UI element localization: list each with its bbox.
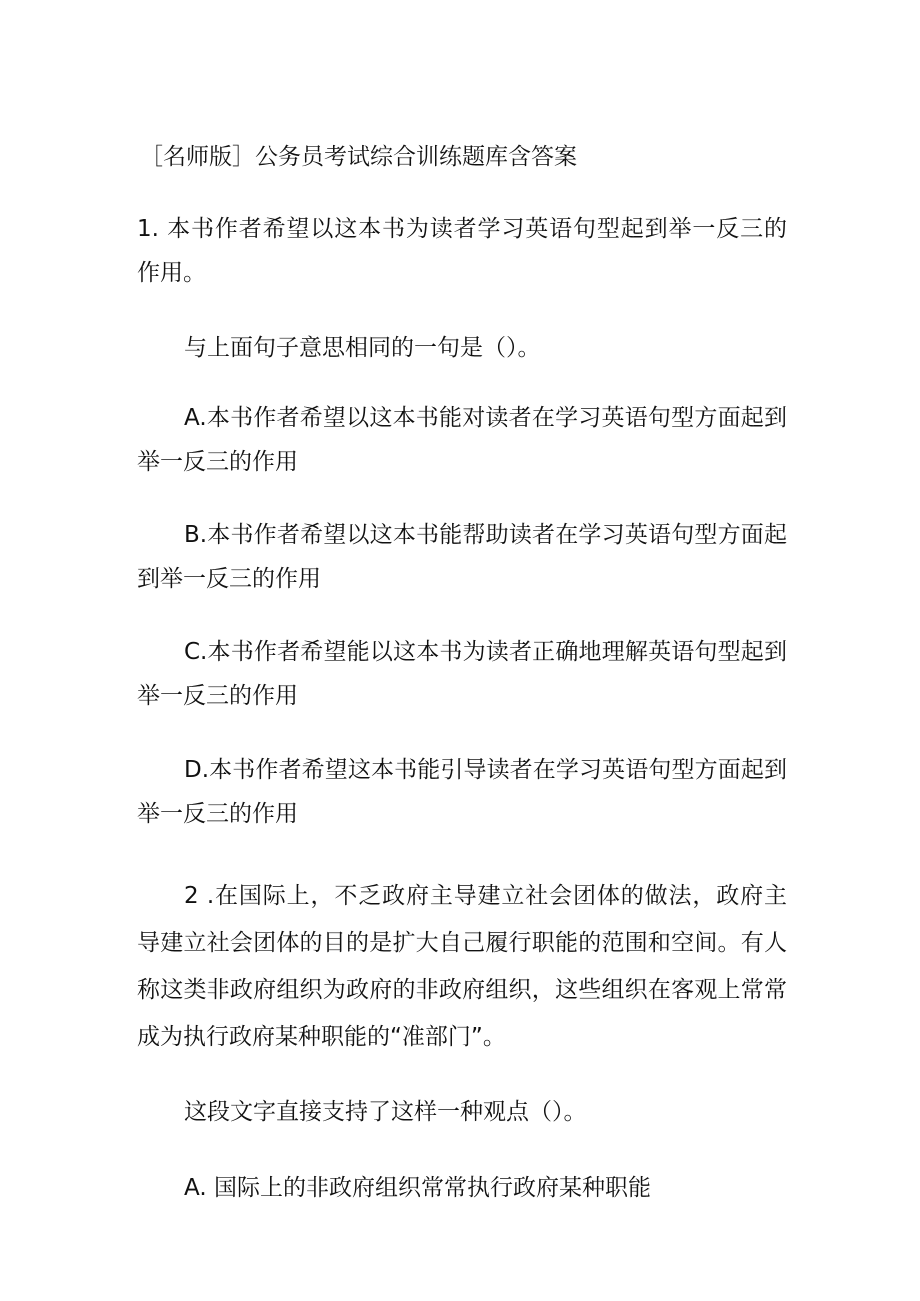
question-2-stem: 这段文字直接支持了这样一种观点（）。 [184,1099,587,1125]
question-2-text: 2 .在国际上，不乏政府主导建立社会团体的做法，政府主导建立社会团体的目的是扩大自己履行职能的范围和空间。有人称这类非政府组织为政府的非政府组织，这些组织在客观上常常成为执行政府某种职能的“准部门”。 [137,883,787,1050]
question-2-option-a: A. 国际上的非政府组织常常执行政府某种职能 [184,1175,651,1201]
question-1-stem: 与上面句子意思相同的一句是（）。 [184,335,541,361]
question-1-option-c: C.本书作者希望能以这本书为读者正确地理解英语句型起到举一反三的作用 [137,639,787,709]
document-title: ［名师版］公务员考试综合训练题库含答案 [140,144,577,170]
question-1-option-d: D.本书作者希望这本书能引导读者在学习英语句型方面起到举一反三的作用 [137,757,787,827]
question-1-text: 1. 本书作者希望以这本书为读者学习英语句型起到举一反三的作用。 [137,216,787,286]
question-1-option-b: B.本书作者希望以这本书能帮助读者在学习英语句型方面起到举一反三的作用 [137,522,787,592]
question-1-option-a: A.本书作者希望以这本书能对读者在学习英语句型方面起到举一反三的作用 [137,405,787,475]
